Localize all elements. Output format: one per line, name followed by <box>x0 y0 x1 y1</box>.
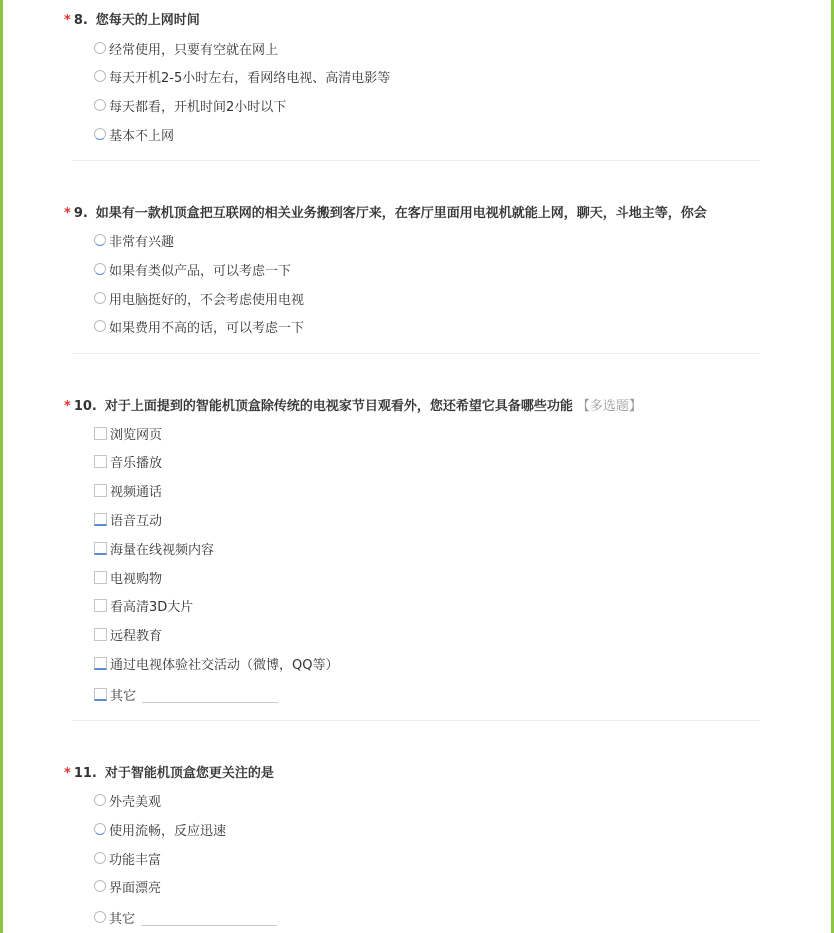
checkbox-option-other[interactable] <box>94 683 278 705</box>
question-number: 8. <box>73 13 88 28</box>
checkbox[interactable] <box>94 542 107 555</box>
checkbox[interactable] <box>94 513 107 526</box>
page-frame-left <box>0 0 3 933</box>
required-mark: * <box>64 13 71 28</box>
radio-button[interactable] <box>94 320 106 332</box>
option-label: 浏览网页 <box>110 427 163 443</box>
checkbox[interactable] <box>94 427 107 440</box>
checkbox[interactable] <box>94 688 107 701</box>
other-text-input[interactable] <box>141 909 277 926</box>
option-label: 其它 <box>110 688 137 704</box>
question-divider <box>72 160 760 161</box>
question-number: 11. <box>73 766 97 781</box>
question-title <box>64 9 200 28</box>
radio-button[interactable] <box>94 263 106 275</box>
option-label: 外壳美观 <box>109 794 162 810</box>
checkbox[interactable] <box>94 657 107 670</box>
radio-option[interactable] <box>94 789 161 811</box>
multi-select-tag: 【多选题】 <box>576 399 642 414</box>
radio-button[interactable] <box>94 911 106 923</box>
option-label: 基本不上网 <box>109 128 175 144</box>
option-label: 非常有兴趣 <box>109 234 175 250</box>
option-label: 如果有类似产品，可以考虑一下 <box>109 263 292 279</box>
question-divider <box>72 353 760 354</box>
radio-option[interactable] <box>94 258 291 280</box>
radio-option[interactable] <box>94 65 390 87</box>
option-label: 如果费用不高的话，可以考虑一下 <box>109 320 305 336</box>
question-text: 您每天的上网时间 <box>95 13 200 28</box>
option-label: 界面漂亮 <box>109 880 162 896</box>
checkbox-option[interactable] <box>94 450 162 472</box>
checkbox-option[interactable] <box>94 566 162 588</box>
checkbox-option[interactable] <box>94 422 162 444</box>
radio-option[interactable] <box>94 123 174 145</box>
required-mark: * <box>64 206 71 221</box>
option-label: 每天开机2-5小时左右，看网络电视、高清电影等 <box>109 70 391 86</box>
radio-button[interactable] <box>94 292 106 304</box>
option-label: 音乐播放 <box>110 455 163 471</box>
radio-option[interactable] <box>94 875 161 897</box>
other-text-input[interactable] <box>142 686 278 703</box>
question-number: 10. <box>73 399 97 414</box>
radio-option-other[interactable] <box>94 906 277 928</box>
radio-button[interactable] <box>94 99 106 111</box>
radio-option[interactable] <box>94 287 304 309</box>
checkbox[interactable] <box>94 484 107 497</box>
required-mark: * <box>64 399 71 414</box>
question-title <box>64 762 274 781</box>
radio-option[interactable] <box>94 315 304 337</box>
option-label: 使用流畅，反应迅速 <box>109 823 227 839</box>
radio-option[interactable] <box>94 818 226 840</box>
radio-button[interactable] <box>94 823 106 835</box>
option-label: 远程教育 <box>110 628 163 644</box>
question-text: 如果有一款机顶盒把互联网的相关业务搬到客厅来，在客厅里面用电视机就能上网，聊天，斗地主等，你会 <box>95 206 707 221</box>
radio-button[interactable] <box>94 234 106 246</box>
checkbox[interactable] <box>94 571 107 584</box>
radio-option[interactable] <box>94 37 278 59</box>
question-text: 对于智能机顶盒您更关注的是 <box>104 766 274 781</box>
radio-option[interactable] <box>94 229 174 251</box>
question-number: 9. <box>73 206 88 221</box>
radio-button[interactable] <box>94 42 106 54</box>
checkbox-option[interactable] <box>94 594 193 616</box>
radio-option[interactable] <box>94 847 161 869</box>
question-divider <box>72 720 760 721</box>
option-label: 其它 <box>109 911 136 927</box>
option-label: 每天都看，开机时间2小时以下 <box>109 99 287 115</box>
checkbox-option[interactable] <box>94 479 162 501</box>
question-title <box>64 395 642 414</box>
option-label: 经常使用，只要有空就在网上 <box>109 42 279 58</box>
checkbox-option[interactable] <box>94 623 162 645</box>
question-text: 对于上面提到的智能机顶盒除传统的电视家节目观看外，您还希望它具备哪些功能 <box>104 399 573 414</box>
question-title <box>64 202 707 221</box>
radio-button[interactable] <box>94 128 106 140</box>
checkbox[interactable] <box>94 628 107 641</box>
checkbox[interactable] <box>94 455 107 468</box>
radio-button[interactable] <box>94 880 106 892</box>
option-label: 功能丰富 <box>109 852 162 868</box>
required-mark: * <box>64 766 71 781</box>
option-label: 海量在线视频内容 <box>110 542 215 558</box>
option-label: 用电脑挺好的，不会考虑使用电视 <box>109 292 305 308</box>
checkbox-option[interactable] <box>94 537 214 559</box>
checkbox-option[interactable] <box>94 652 338 674</box>
radio-option[interactable] <box>94 94 286 116</box>
option-label: 语音互动 <box>110 513 163 529</box>
radio-button[interactable] <box>94 794 106 806</box>
option-label: 通过电视体验社交活动（微博，QQ等） <box>110 657 339 673</box>
radio-button[interactable] <box>94 70 106 82</box>
checkbox-option[interactable] <box>94 508 162 530</box>
radio-button[interactable] <box>94 852 106 864</box>
checkbox[interactable] <box>94 599 107 612</box>
option-label: 电视购物 <box>110 571 163 587</box>
option-label: 看高清3D大片 <box>110 599 194 615</box>
option-label: 视频通话 <box>110 484 163 500</box>
